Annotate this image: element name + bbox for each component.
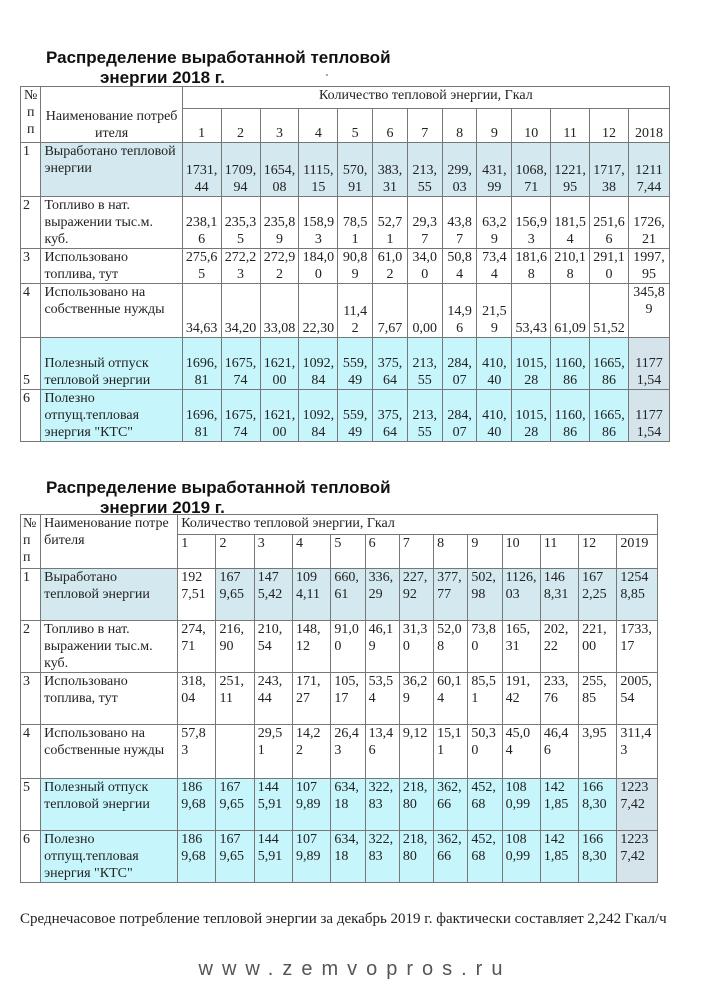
cell-value: 13,46 [365, 725, 399, 779]
cell-value: 336,29 [365, 569, 399, 621]
cell-value: 377,77 [434, 569, 468, 621]
cell-value: 26,43 [331, 725, 365, 779]
col-header-quantity: Количество тепловой энергии, Гкал [178, 515, 658, 535]
col-header-month: 4 [299, 109, 338, 143]
cell-value: 218,80 [399, 831, 433, 883]
col-header-month: 8 [442, 109, 477, 143]
cell-value: 1421,85 [540, 779, 578, 831]
cell-value: 31,30 [399, 621, 433, 673]
cell-value: 14,22 [293, 725, 331, 779]
cell-value: 21,59 [477, 284, 512, 338]
cell-value: 156,93 [512, 197, 551, 249]
cell-value: 46,19 [365, 621, 399, 673]
cell-value: 12237,42 [617, 831, 658, 883]
cell-value: 452,68 [468, 831, 502, 883]
cell-value: 53,54 [365, 673, 399, 725]
cell-value: 218,80 [399, 779, 433, 831]
cell-value: 275,65 [182, 249, 221, 284]
cell-value: 50,84 [442, 249, 477, 284]
table-row [21, 569, 658, 621]
cell-value: 1015,28 [512, 390, 551, 442]
cell-value: 181,68 [512, 249, 551, 284]
row-name: Полезно отпущ.тепловая энергия "КТС" [41, 831, 178, 883]
cell-value: 191,42 [502, 673, 540, 725]
row-number: 4 [21, 284, 41, 338]
table-row [21, 673, 658, 725]
col-header-name: Наименование потребителя [41, 87, 182, 143]
row-number: 1 [21, 569, 41, 621]
title-2019 [46, 478, 391, 518]
row-name: Использовано на собственные нужды [41, 284, 182, 338]
cell-value: 29,37 [407, 197, 442, 249]
cell-value: 11771,54 [628, 338, 669, 390]
cell-value: 2005,54 [617, 673, 658, 725]
cell-value: 1679,65 [216, 831, 254, 883]
cell-value: 1160,86 [551, 338, 590, 390]
cell-value: 235,35 [221, 197, 260, 249]
table-2018 [20, 86, 670, 442]
table-row [21, 284, 670, 338]
row-name: Использовано на собственные нужды [41, 725, 178, 779]
cell-value: 362,66 [434, 831, 468, 883]
cell-value: 61,09 [551, 284, 590, 338]
table-row [21, 779, 658, 831]
cell-value: 1696,81 [182, 390, 221, 442]
cell-value: 299,03 [442, 143, 477, 197]
average-consumption-note: Среднечасовое потребление тепловой энергии за декабрь 2019 г. фактически составляет 2,242 Гкал/ч [20, 911, 667, 927]
col-header-quantity: Количество тепловой энергии, Гкал [182, 87, 669, 109]
row-name: Топливо в нат. выражении тыс.м. куб. [41, 621, 178, 673]
cell-value: 213,55 [407, 338, 442, 390]
cell-value: 1621,00 [260, 338, 299, 390]
cell-value: 213,55 [407, 143, 442, 197]
cell-value: 1621,00 [260, 390, 299, 442]
row-number: 3 [21, 249, 41, 284]
cell-value: 221,00 [579, 621, 617, 673]
row-number: 2 [21, 621, 41, 673]
cell-value: 1717,38 [590, 143, 629, 197]
cell-value: 210,18 [551, 249, 590, 284]
cell-value: 1094,11 [293, 569, 331, 621]
cell-value: 9,12 [399, 725, 433, 779]
cell-value: 1092,84 [299, 338, 338, 390]
row-number: 1 [21, 143, 41, 197]
cell-value: 12237,42 [617, 779, 658, 831]
title-2019-line2: энергии 2019 г. [100, 498, 225, 517]
cell-value: 52,08 [434, 621, 468, 673]
cell-value: 61,02 [373, 249, 408, 284]
col-header-month: 9 [468, 535, 502, 569]
cell-value: 1080,99 [502, 831, 540, 883]
cell-value: 251,66 [590, 197, 629, 249]
col-header-month: 12 [579, 535, 617, 569]
cell-value: 345,89 [628, 284, 669, 338]
title-2018 [46, 48, 391, 88]
col-header-name: Наименование потребителя [41, 515, 178, 569]
cell-value: 375,64 [373, 338, 408, 390]
col-header-month: 4 [293, 535, 331, 569]
row-name: Выработано тепловой энергии [41, 143, 182, 197]
cell-value: 452,68 [468, 779, 502, 831]
cell-value: 410,40 [477, 338, 512, 390]
col-header-month: 5 [331, 535, 365, 569]
table-row [21, 621, 658, 673]
speck [326, 74, 328, 76]
cell-value: 1675,74 [221, 338, 260, 390]
cell-value: 1665,86 [590, 390, 629, 442]
row-number: 2 [21, 197, 41, 249]
cell-value: 51,52 [590, 284, 629, 338]
cell-value: 1731,44 [182, 143, 221, 197]
col-header-month: 7 [399, 535, 433, 569]
col-header-month: 10 [502, 535, 540, 569]
title-2018-line2: энергии 2018 г. [100, 68, 225, 87]
cell-value: 233,76 [540, 673, 578, 725]
cell-value: 3,95 [579, 725, 617, 779]
cell-value: 660,61 [331, 569, 365, 621]
cell-value: 1445,91 [254, 779, 292, 831]
cell-value: 184,00 [299, 249, 338, 284]
cell-value: 1126,03 [502, 569, 540, 621]
cell-value: 238,16 [182, 197, 221, 249]
cell-value: 362,66 [434, 779, 468, 831]
cell-value: 36,29 [399, 673, 433, 725]
row-name: Использовано топлива, тут [41, 249, 182, 284]
row-name: Использовано топлива, тут [41, 673, 178, 725]
cell-value: 0,00 [407, 284, 442, 338]
cell-value: 431,99 [477, 143, 512, 197]
cell-value: 15,11 [434, 725, 468, 779]
cell-value: 1445,91 [254, 831, 292, 883]
cell-value: 311,43 [617, 725, 658, 779]
table-2019 [20, 514, 658, 883]
col-header-num: № п п [21, 515, 41, 569]
row-number: 4 [21, 725, 41, 779]
col-header-month: 3 [254, 535, 292, 569]
row-name: Полезно отпущ.тепловая энергия "КТС" [41, 390, 182, 442]
cell-value: 148,12 [293, 621, 331, 673]
col-header-month: 2019 [617, 535, 658, 569]
col-header-month: 10 [512, 109, 551, 143]
row-name: Полезный отпуск тепловой энергии [41, 338, 182, 390]
cell-value: 29,51 [254, 725, 292, 779]
cell-value: 105,17 [331, 673, 365, 725]
cell-value: 14,96 [442, 284, 477, 338]
cell-value: 243,44 [254, 673, 292, 725]
cell-value: 634,18 [331, 779, 365, 831]
row-number: 5 [21, 338, 41, 390]
cell-value: 57,83 [178, 725, 216, 779]
watermark: www.zemvopros.ru [198, 958, 512, 980]
cell-value: 171,27 [293, 673, 331, 725]
cell-value: 7,67 [373, 284, 408, 338]
cell-value: 322,83 [365, 779, 399, 831]
cell-value: 22,30 [299, 284, 338, 338]
cell-value: 1079,89 [293, 831, 331, 883]
cell-value: 1015,28 [512, 338, 551, 390]
col-header-month: 2 [216, 535, 254, 569]
row-number: 6 [21, 390, 41, 442]
cell-value: 1997,95 [628, 249, 669, 284]
cell-value: 1679,65 [216, 779, 254, 831]
cell-value: 213,55 [407, 390, 442, 442]
cell-value: 1869,68 [178, 779, 216, 831]
cell-value: 251,11 [216, 673, 254, 725]
cell-value: 235,89 [260, 197, 299, 249]
table-row [21, 725, 658, 779]
title-2019-line1: Распределение выработанной тепловой [46, 478, 391, 497]
cell-value: 291,10 [590, 249, 629, 284]
cell-value: 1115,15 [299, 143, 338, 197]
col-header-month: 1 [182, 109, 221, 143]
col-header-month: 8 [434, 535, 468, 569]
cell-value: 1080,99 [502, 779, 540, 831]
col-header-month: 2018 [628, 109, 669, 143]
cell-value: 1672,25 [579, 569, 617, 621]
cell-value: 50,30 [468, 725, 502, 779]
col-header-month: 6 [365, 535, 399, 569]
table-row [21, 143, 670, 197]
cell-value: 634,18 [331, 831, 365, 883]
table-row [21, 249, 670, 284]
cell-value: 12117,44 [628, 143, 669, 197]
col-header-month: 2 [221, 109, 260, 143]
col-header-month: 5 [338, 109, 373, 143]
cell-value: 1675,74 [221, 390, 260, 442]
cell-value: 34,20 [221, 284, 260, 338]
cell-value: 165,31 [502, 621, 540, 673]
cell-value: 255,85 [579, 673, 617, 725]
cell-value: 181,54 [551, 197, 590, 249]
cell-value: 1079,89 [293, 779, 331, 831]
col-header-month: 11 [551, 109, 590, 143]
cell-value: 284,07 [442, 390, 477, 442]
cell-value: 559,49 [338, 338, 373, 390]
cell-value: 78,51 [338, 197, 373, 249]
table-row [21, 338, 670, 390]
cell-value: 375,64 [373, 390, 408, 442]
cell-value: 1421,85 [540, 831, 578, 883]
cell-value: 1092,84 [299, 390, 338, 442]
cell-value: 502,98 [468, 569, 502, 621]
cell-value: 274,71 [178, 621, 216, 673]
cell-value: 1160,86 [551, 390, 590, 442]
col-header-month: 11 [540, 535, 578, 569]
cell-value: 63,29 [477, 197, 512, 249]
col-header-num: № п п [21, 87, 41, 143]
cell-value: 272,23 [221, 249, 260, 284]
row-number: 3 [21, 673, 41, 725]
cell-value: 210,54 [254, 621, 292, 673]
cell-value: 53,43 [512, 284, 551, 338]
cell-value: 1665,86 [590, 338, 629, 390]
cell-value: 202,22 [540, 621, 578, 673]
col-header-month: 3 [260, 109, 299, 143]
cell-value: 43,87 [442, 197, 477, 249]
cell-value: 284,07 [442, 338, 477, 390]
cell-value: 1726,21 [628, 197, 669, 249]
cell-value: 322,83 [365, 831, 399, 883]
cell-value: 1468,31 [540, 569, 578, 621]
cell-value: 1068,71 [512, 143, 551, 197]
cell-value: 1654,08 [260, 143, 299, 197]
cell-value [216, 725, 254, 779]
col-header-month: 7 [407, 109, 442, 143]
cell-value: 570,91 [338, 143, 373, 197]
col-header-month: 6 [373, 109, 408, 143]
cell-value: 410,40 [477, 390, 512, 442]
row-name: Выработано тепловой энергии [41, 569, 178, 621]
cell-value: 85,51 [468, 673, 502, 725]
cell-value: 1668,30 [579, 831, 617, 883]
cell-value: 1709,94 [221, 143, 260, 197]
cell-value: 1221,95 [551, 143, 590, 197]
cell-value: 73,80 [468, 621, 502, 673]
cell-value: 12548,85 [617, 569, 658, 621]
col-header-month: 12 [590, 109, 629, 143]
cell-value: 11,42 [338, 284, 373, 338]
cell-value: 73,44 [477, 249, 512, 284]
cell-value: 34,63 [182, 284, 221, 338]
cell-value: 1679,65 [216, 569, 254, 621]
cell-value: 559,49 [338, 390, 373, 442]
cell-value: 1668,30 [579, 779, 617, 831]
cell-value: 1733,17 [617, 621, 658, 673]
cell-value: 60,14 [434, 673, 468, 725]
cell-value: 11771,54 [628, 390, 669, 442]
cell-value: 227,92 [399, 569, 433, 621]
row-number: 6 [21, 831, 41, 883]
cell-value: 1869,68 [178, 831, 216, 883]
table-row [21, 197, 670, 249]
cell-value: 1696,81 [182, 338, 221, 390]
col-header-month: 9 [477, 109, 512, 143]
title-2018-line1: Распределение выработанной тепловой [46, 48, 391, 67]
cell-value: 91,00 [331, 621, 365, 673]
row-number: 5 [21, 779, 41, 831]
cell-value: 1475,42 [254, 569, 292, 621]
row-name: Топливо в нат. выражении тыс.м. куб. [41, 197, 182, 249]
table-row [21, 390, 670, 442]
table-row [21, 831, 658, 883]
cell-value: 383,31 [373, 143, 408, 197]
cell-value: 272,92 [260, 249, 299, 284]
cell-value: 45,04 [502, 725, 540, 779]
cell-value: 1927,51 [178, 569, 216, 621]
cell-value: 216,90 [216, 621, 254, 673]
cell-value: 90,89 [338, 249, 373, 284]
cell-value: 34,00 [407, 249, 442, 284]
col-header-month: 1 [178, 535, 216, 569]
cell-value: 158,93 [299, 197, 338, 249]
cell-value: 46,46 [540, 725, 578, 779]
row-name: Полезный отпуск тепловой энергии [41, 779, 178, 831]
cell-value: 33,08 [260, 284, 299, 338]
cell-value: 318,04 [178, 673, 216, 725]
cell-value: 52,71 [373, 197, 408, 249]
